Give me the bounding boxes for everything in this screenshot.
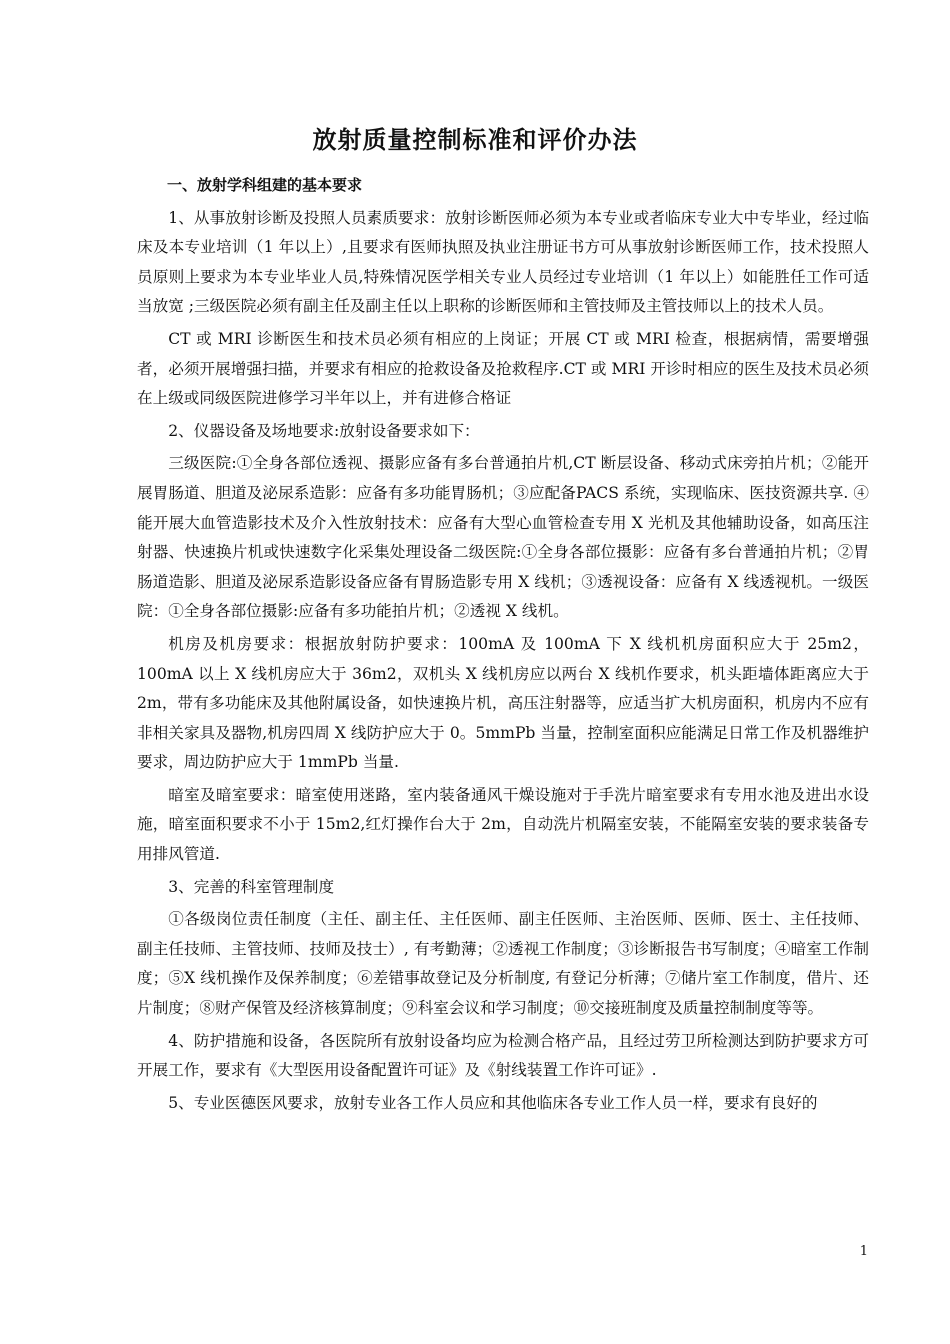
paragraph-hospital-equipment: 三级医院:①全身各部位透视、摄影应备有多台普通拍片机,CT 断层设备、移动式床旁拍片机；②能开展胃肠道、胆道及泌尿系造影：应备有多功能胃肠机；③应配备PACS 系统，实现临床、医技资源共享. ④能开展大血管造影技术及介入性放射技术：应备有大型心血管检查专用 X 光机及其他辅助设备，如高压注射器、快速换片机或快速数字化采集处理设备二级医院:①全身各部位摄影：应备有多台普通拍片机；②胃肠道造影、胆道及泌尿系造影设备应备有胃肠造影专用 X 线机；③透视设备：应备有 X 线透视机。一级医院：①全身各部位摄影:应备有多功能拍片机；②透视 X 线机。 [137,454,869,621]
page-number: 1 [859,1244,868,1259]
paragraph-machine-room: 机房及机房要求：根据放射防护要求：100mA 及 100mA 下 X 线机机房面积应大于 25m2，100mA 以上 X 线机房应大于 36m2，双机头 X 线机房应以两台 X 线机作要求，机头距墙体距离应大于 2m，带有多功能床及其他附属设备，如快速换片机，高压注射器等，应适当扩大机房面积，机房内不应有非相关家具及器物,机房四周 X 线防护应大于 0。5mmPb 当量，控制室面积应能满足日常工作及机器维护要求，周边防护应大于 1mmPb 当量. [137,634,869,772]
paragraph-ct-mri-requirements: CT 或 MRI 诊断医生和技术员必须有相应的上岗证；开展 CT 或 MRI 检查，根据病情，需要增强者，必须开展增强扫描，并要求有相应的抢救设备及抢救程序.CT 或 MRI 开诊时相应的医生及技术员必须在上级或同级医院进修学习半年以上，并有进修合格证 [137,329,869,408]
paragraph-ethics: 5、专业医德医风要求，放射专业各工作人员应和其他临床各专业工作人员一样，要求有良好的 [168,1093,818,1112]
paragraph-staff-requirements: 1、从事放射诊断及投照人员素质要求：放射诊断医师必须为本专业或者临床专业大中专毕业，经过临床及本专业培训（1 年以上）,且要求有医师执照及执业注册证书方可从事放射诊断医师工作，技术投照人员原则上要求为本专业毕业人员,特殊情况医学相关专业人员经过专业培训（1 年以上）如能胜任工作可适当放宽 ;三级医院必须有副主任及副主任以上职称的诊断医师和主管技师及主管技师以上的技术人员。 [137,208,869,316]
section-heading: 一、放射学科组建的基本要求 [167,176,363,194]
paragraph-management-rules: ①各级岗位责任制度（主任、副主任、主任医师、副主任医师、主治医师、医师、医士、主任技师、副主任技师、主管技师、技师及技士）, 有考勤薄；②透视工作制度；③诊断报告书写制度；④暗室工作制度；⑤X 线机操作及保养制度；⑥差错事故登记及分析制度, 有登记分析薄；⑦储片室工作制度，借片、还片制度；⑧财产保管及经济核算制度；⑨科室会议和学习制度；⑩交接班制度及质量控制制度等等。 [137,910,869,1018]
paragraph-management-heading: 3、完善的科室管理制度 [168,877,335,896]
document-body [137,171,869,1121]
paragraph-protection: 4、防护措施和设备，各医院所有放射设备均应为检测合格产品，且经过劳卫所检测达到防护要求方可开展工作，要求有《大型医用设备配置许可证》及《射线装置工作许可证》. [137,1031,869,1080]
paragraph-equipment-heading: 2、仪器设备及场地要求:放射设备要求如下： [168,421,480,440]
paragraph-darkroom: 暗室及暗室要求：暗室使用迷路，室内装备通风干燥设施对于手洗片暗室要求有专用水池及进出水设施，暗室面积要求不小于 15m2,红灯操作台大于 2m，自动洗片机隔室安装，不能隔室安装的要求装备专用排风管道. [137,785,869,864]
document-title: 放射质量控制标准和评价办法 [312,126,638,154]
